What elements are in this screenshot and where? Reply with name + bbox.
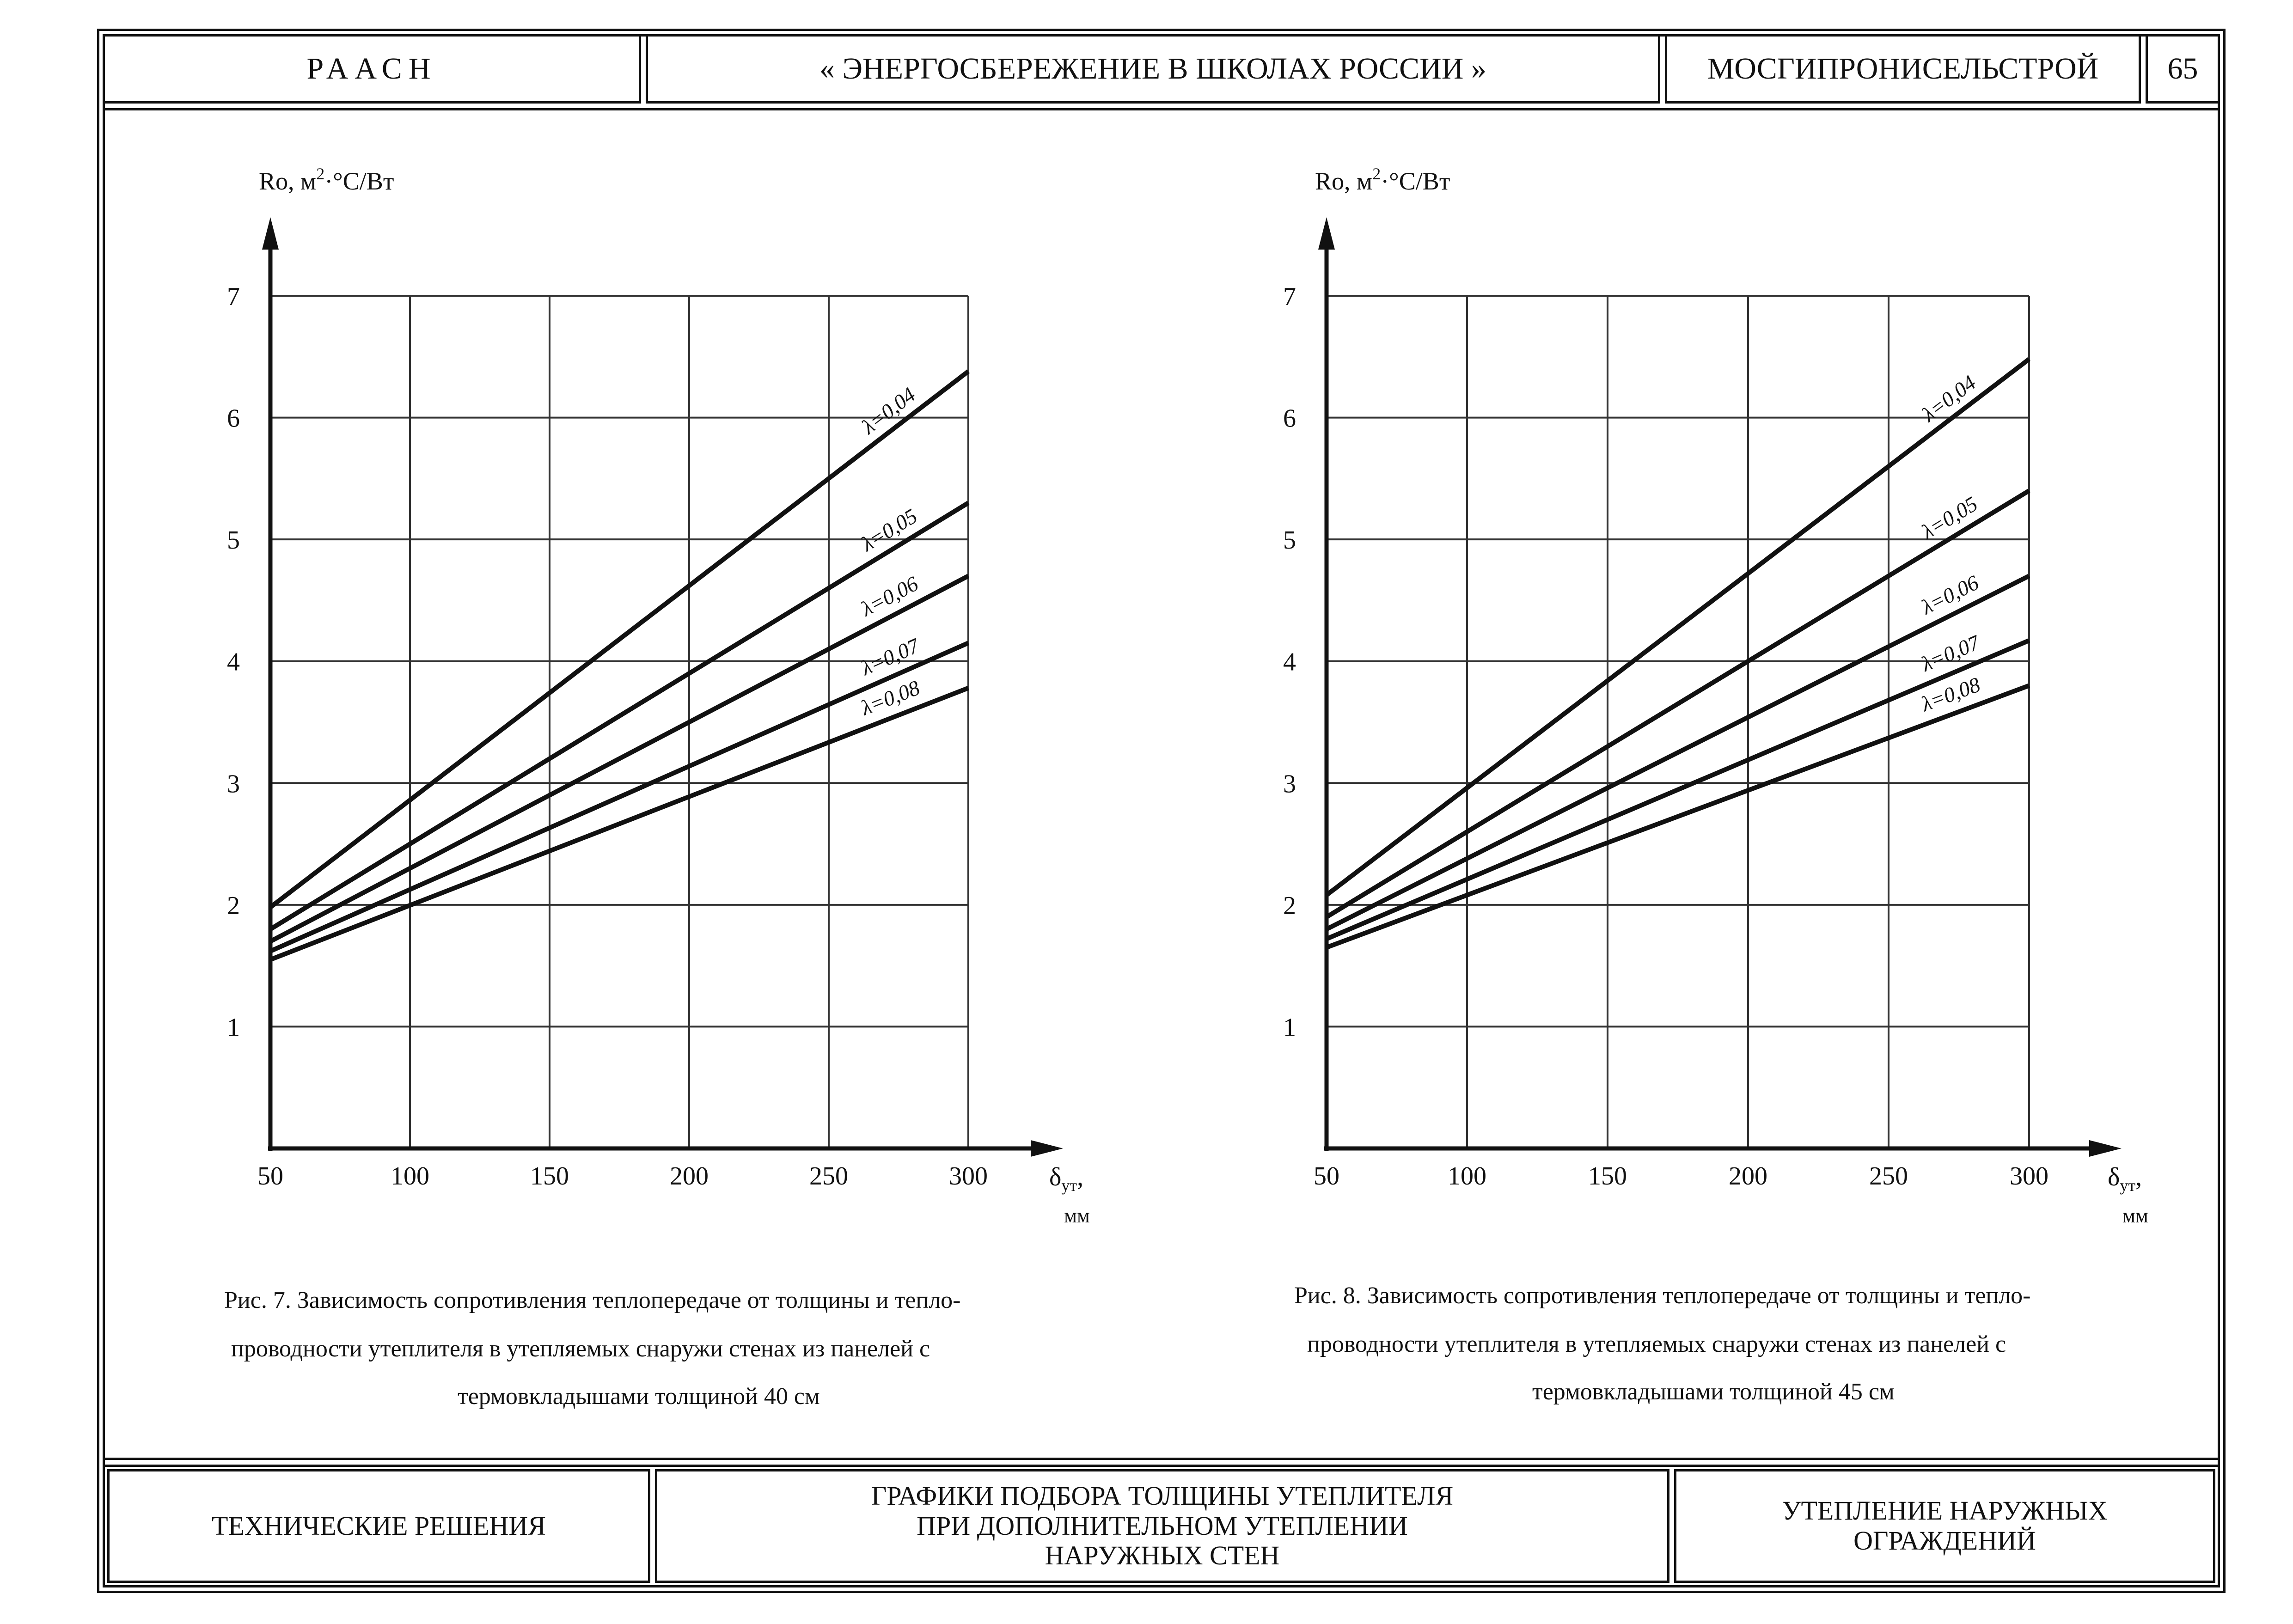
fig7-series-label-4: λ=0,07 <box>857 634 923 680</box>
fig8-y-tick-label: 7 <box>1283 282 1296 311</box>
fig8-y-tick-label: 5 <box>1283 526 1296 555</box>
fig8-x-tick-label: 100 <box>1448 1162 1486 1191</box>
header-org: РААСН <box>306 51 437 85</box>
fig8-x-axis-arrow <box>2089 1140 2122 1157</box>
caption-fig8-line2: проводности утеплителя в утепляемых снаружи стенах из панелей с <box>1307 1331 2006 1357</box>
fig7-x-tick-label: 250 <box>809 1162 848 1191</box>
fig8-x-tick-label: 300 <box>2010 1162 2048 1191</box>
fig7-y-axis-label: Ro, $м^2\cdot^\circ С/Вт$ <box>259 165 394 195</box>
fig8-y-tick-label: 6 <box>1283 404 1296 433</box>
fig8-x-tick-label: 50 <box>1314 1162 1339 1191</box>
fig8-x-axis-unit: мм <box>2122 1204 2148 1227</box>
fig8-y-axis-arrow <box>1318 217 1335 250</box>
caption-fig7-line3: термовкладышами толщиной 40 см <box>458 1383 820 1410</box>
fig8-series-label-4: λ=0,07 <box>1918 630 1983 676</box>
page-number: 65 <box>2167 51 2198 85</box>
fig7-x-tick-label: 50 <box>257 1162 283 1191</box>
fig7-y-tick-label: 1 <box>227 1013 240 1042</box>
caption-fig8-line1: Рис. 8. Зависимость сопротивления теплопередаче от толщины и тепло- <box>1294 1282 2031 1309</box>
footer-section: ТЕХНИЧЕСКИЕ РЕШЕНИЯ <box>212 1510 546 1541</box>
footer-title-cell <box>655 1469 1669 1583</box>
fig7-y-tick-label: 7 <box>227 282 240 311</box>
fig7-x-tick-label: 150 <box>530 1162 569 1191</box>
footer-title-line3: НАРУЖНЫХ СТЕН <box>1045 1540 1280 1571</box>
footer-topic-cell <box>1674 1469 2215 1583</box>
fig8-x-axis-label: $\delta_{ут}$, <box>2108 1163 2142 1195</box>
fig8-x-tick-label: 200 <box>1729 1162 1767 1191</box>
footer-title-line1: ГРАФИКИ ПОДБОРА ТОЛЩИНЫ УТЕПЛИТЕЛЯ <box>871 1480 1454 1511</box>
fig8-series-label-3: λ=0,06 <box>1917 570 1983 619</box>
header-company: МОСГИПРОНИСЕЛЬСТРОЙ <box>1707 51 2099 85</box>
fig7-series-label-1: λ=0,04 <box>857 383 920 439</box>
header-project: « ЭНЕРГОСБЕРЕЖЕНИЕ В ШКОЛАХ РОССИИ » <box>819 51 1486 85</box>
fig7-y-tick-label: 4 <box>227 647 240 677</box>
fig8-y-tick-label: 1 <box>1283 1013 1296 1042</box>
fig7-series-label-3: λ=0,06 <box>857 571 922 621</box>
fig7-y-tick-label: 6 <box>227 404 240 433</box>
fig7-series-label-5: λ=0,08 <box>857 676 923 720</box>
fig7-y-tick-label: 2 <box>227 891 240 920</box>
fig8-series-label-5: λ=0,08 <box>1918 672 1983 716</box>
fig8-y-tick-label: 4 <box>1283 647 1296 677</box>
footer-topic-line1: УТЕПЛЕНИЕ НАРУЖНЫХ <box>1782 1496 2108 1526</box>
caption-fig7-line1: Рис. 7. Зависимость сопротивления теплопередаче от толщины и тепло- <box>224 1287 961 1313</box>
fig8-x-tick-label: 250 <box>1869 1162 1908 1191</box>
caption-fig7-line2: проводности утеплителя в утепляемых снаружи стенах из панелей с <box>231 1336 930 1362</box>
footer-section-cell <box>107 1469 650 1583</box>
fig8-series-label-1: λ=0,04 <box>1917 370 1981 427</box>
fig8-series-label-2: λ=0,05 <box>1917 492 1982 543</box>
footer-topic-line2: ОГРАЖДЕНИЙ <box>1853 1526 2036 1556</box>
footer-title-line2: ПРИ ДОПОЛНИТЕЛЬНОМ УТЕПЛЕНИИ <box>917 1510 1408 1541</box>
fig7-x-tick-label: 100 <box>391 1162 429 1191</box>
fig7-x-tick-label: 300 <box>949 1162 988 1191</box>
caption-fig8-line3: термовкладышами толщиной 45 см <box>1532 1379 1895 1405</box>
fig7-y-tick-label: 5 <box>227 526 240 555</box>
fig8-x-tick-label: 150 <box>1588 1162 1627 1191</box>
fig8-y-tick-label: 3 <box>1283 769 1296 799</box>
fig7-y-tick-label: 3 <box>227 769 240 799</box>
fig7-x-axis-label: $\delta_{ут}$, <box>1049 1163 1084 1195</box>
fig8-y-axis-label: Ro, $м^2\cdot^\circ С/Вт$ <box>1315 165 1450 195</box>
fig7-x-axis-unit: мм <box>1064 1204 1090 1227</box>
fig7-series-label-2: λ=0,05 <box>857 504 922 556</box>
fig8-y-tick-label: 2 <box>1283 891 1296 920</box>
fig8-series-line-4 <box>1327 641 2029 939</box>
fig7-x-tick-label: 200 <box>670 1162 709 1191</box>
